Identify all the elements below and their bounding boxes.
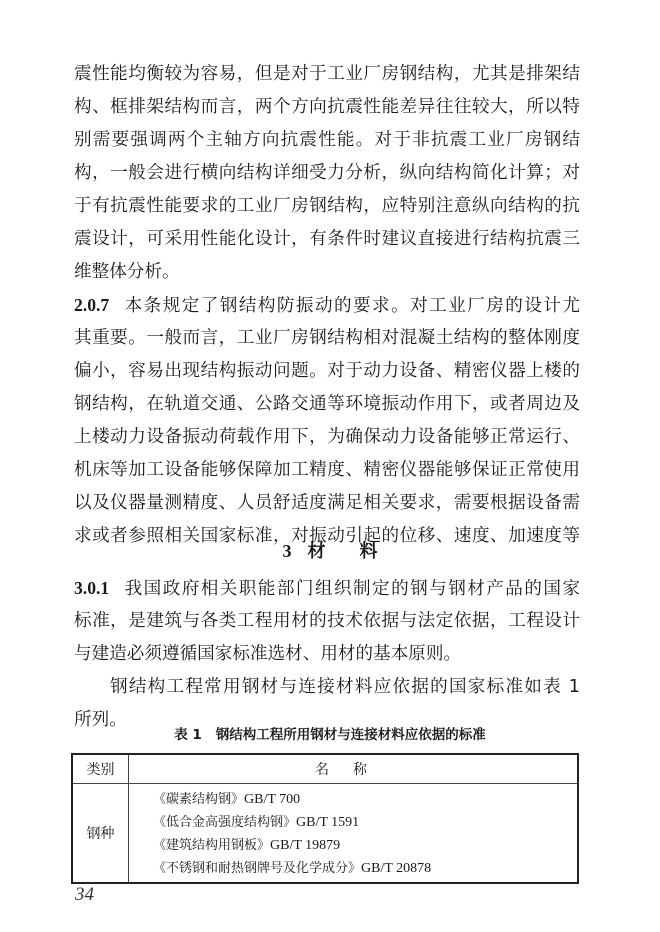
standard-code: GB/T 19879: [270, 838, 341, 853]
text-line: 震性能均衡较为容易，但是对于工业厂房钢结构，尤其是排架结: [74, 64, 580, 84]
header-name-text: 名称: [315, 762, 391, 778]
header-category: 类别: [72, 754, 129, 784]
standards-table: [71, 753, 579, 884]
standard-title: 《碳素结构钢》: [153, 792, 245, 807]
text-line: 维整体分析。: [74, 262, 180, 282]
section-title-word: 料: [359, 541, 378, 562]
text-line: 钢结构工程常用钢材与连接材料应依据的国家标准如表 1: [110, 677, 580, 697]
standard-title: 《不锈钢和耐热钢牌号及化学成分》: [153, 861, 362, 876]
table-number: 表 1: [174, 727, 202, 743]
standard-code: GB/T 700: [244, 792, 301, 807]
table-header-row: [72, 754, 578, 784]
section-number: 3: [282, 541, 292, 561]
table-title: 钢结构工程所用钢材与连接材料应依据的标准: [215, 727, 486, 743]
text-line: [74, 289, 580, 322]
text-line: 别需要强调两个主轴方向抗震性能。对于非抗震工业厂房钢结: [74, 130, 580, 150]
standard-item: [153, 811, 577, 834]
clause-text: 本条规定了钢结构防振动的要求。对工业厂房的设计尤: [123, 296, 580, 316]
text-line: 上楼动力设备振动荷载作用下，为确保动力设备能够正常运行、: [74, 427, 580, 447]
standard-item: [153, 857, 577, 880]
text-line: 钢结构，在轨道交通、公路交通等环境振动作用下，或者周边及: [74, 394, 580, 414]
standard-code: GB/T 1591: [296, 815, 360, 830]
text-line: 所列。: [74, 710, 127, 730]
text-line: 机床等加工设备能够保障加工精度、精密仪器能够保证正常使用: [74, 460, 580, 480]
text-line: 构，一般会进行横向结构详细受力分析，纵向结构简化计算；对: [74, 163, 580, 183]
text-line: 震设计，可采用性能化设计，有条件时建议直接进行结构抗震三: [74, 229, 580, 249]
clause-number: 2.0.7: [74, 295, 110, 315]
section-title-word: 材: [307, 541, 326, 562]
page-number: 34: [75, 884, 94, 905]
clause-number: 3.0.1: [74, 578, 110, 598]
standard-item: [153, 788, 577, 811]
text-line: 于有抗震性能要求的工业厂房钢结构，应特别注意纵向结构的抗: [74, 196, 580, 216]
text-line: 与建造必须遵循国家标准选材、用材的基本原则。: [74, 644, 462, 664]
clause-text: 我国政府相关职能部门组织制定的钢与钢材产品的国家: [123, 579, 580, 599]
text-line: [74, 572, 580, 605]
standard-title: 《建筑结构用钢板》: [153, 838, 271, 853]
row-items: [129, 784, 579, 884]
text-line: 标准，是建筑与各类工程用材的技术依据与法定依据，工程设计: [74, 611, 580, 631]
standard-code: GB/T 20878: [361, 861, 432, 876]
text-line: 偏小，容易出现结构振动问题。对于动力设备、精密仪器上楼的: [74, 361, 580, 381]
header-name: [129, 754, 579, 784]
standard-item: [153, 834, 577, 857]
section-heading: [0, 536, 660, 567]
table-caption: [0, 724, 660, 746]
standard-title: 《低合金高强度结构钢》: [153, 815, 297, 830]
table-row: [72, 784, 578, 884]
text-line: 求或者参照相关国家标准，对振动引起的位移、速度、加速度等: [74, 526, 580, 546]
text-line: 以及仪器量测精度、人员舒适度满足相关要求，需要根据设备需: [74, 493, 580, 513]
text-line: 构、框排架结构而言，两个方向抗震性能差异往往较大，所以特: [74, 97, 580, 117]
text-line: 其重要。一般而言，工业厂房钢结构相对混凝土结构的整体刚度: [74, 328, 580, 348]
row-category: 钢种: [72, 784, 129, 884]
